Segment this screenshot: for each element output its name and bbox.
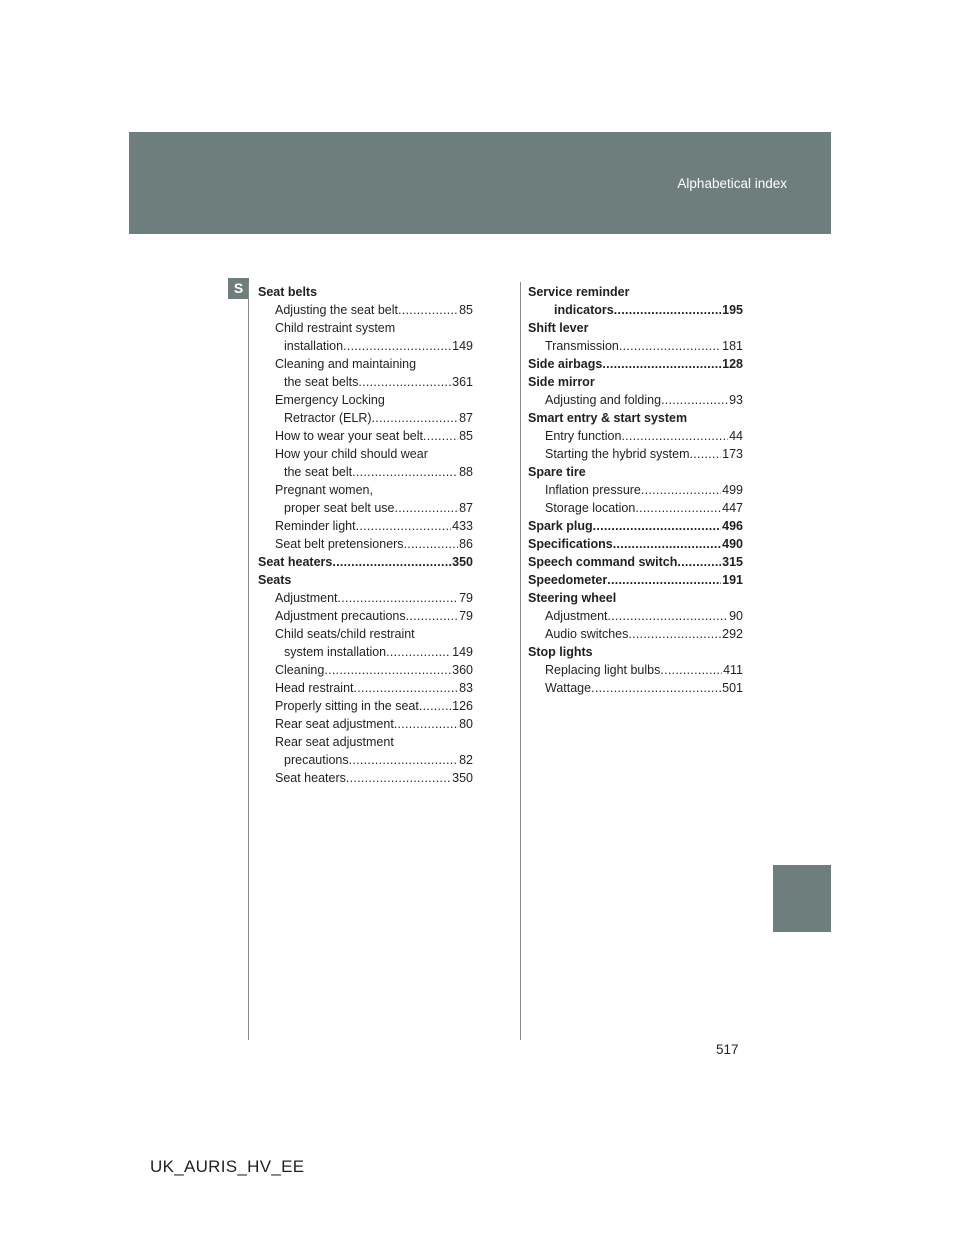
entry-text: Reminder light [275, 519, 356, 533]
dot-leader [395, 499, 459, 517]
dot-leader [404, 535, 459, 553]
entry-text: Smart entry & start system [528, 411, 688, 425]
index-entry [528, 337, 743, 355]
dot-leader [660, 661, 722, 679]
dot-leader [608, 607, 729, 625]
index-entry [528, 625, 743, 643]
entry-text: Steering wheel [528, 591, 617, 605]
entry-text: Spare tire [528, 465, 586, 479]
entry-text: How your child should wear [275, 447, 428, 461]
dot-leader [621, 427, 728, 445]
dot-leader [661, 391, 728, 409]
entry-text: installation [284, 339, 344, 353]
dot-leader [394, 715, 458, 733]
index-entry [258, 589, 473, 607]
entry-text: Seat heaters [275, 771, 346, 785]
entry-text: Adjustment precautions [275, 609, 406, 623]
entry-page-number[interactable]: 79 [459, 609, 473, 623]
entry-text: Rear seat adjustment [275, 717, 394, 731]
index-entry [258, 607, 473, 625]
index-entry [258, 463, 473, 481]
entry-text: Side airbags [528, 357, 603, 371]
entry-text: Starting the hybrid system [545, 447, 690, 461]
index-entry [258, 445, 473, 463]
document-code: UK_AURIS_HV_EE [150, 1157, 305, 1176]
entry-page-number[interactable]: 86 [459, 537, 473, 551]
index-entry [258, 427, 473, 445]
entry-page-number[interactable]: 173 [722, 447, 743, 461]
entry-page-number[interactable]: 499 [722, 483, 743, 497]
entry-text: Storage location [545, 501, 636, 515]
dot-leader [423, 427, 458, 445]
entry-page-number[interactable]: 79 [459, 591, 473, 605]
entry-text: Speech command switch [528, 555, 678, 569]
index-entry [258, 769, 473, 787]
entry-text: Properly sitting in the seat [275, 699, 419, 713]
entry-text: Rear seat adjustment [275, 735, 394, 749]
entry-text: Head restraint [275, 681, 354, 695]
dot-leader [386, 643, 451, 661]
entry-text: Cleaning [275, 663, 325, 677]
entry-page-number[interactable]: 87 [459, 411, 473, 425]
entry-text: Adjustment [545, 609, 608, 623]
dot-leader [356, 517, 452, 535]
index-heading [528, 373, 743, 391]
index-heading [528, 571, 743, 589]
index-entry [258, 697, 473, 715]
entry-text: precautions [284, 753, 349, 767]
entry-page-number[interactable]: 350 [452, 555, 473, 569]
entry-page-number[interactable]: 126 [452, 699, 473, 713]
dot-leader [593, 517, 722, 535]
entry-text: Child restraint system [275, 321, 396, 335]
entry-page-number[interactable]: 350 [452, 771, 473, 785]
entry-page-number[interactable]: 501 [722, 681, 743, 695]
index-entry [528, 301, 743, 319]
index-entry [258, 733, 473, 751]
index-letter-tab: S [228, 278, 249, 299]
entry-text: Emergency Locking [275, 393, 385, 407]
index-entry [528, 445, 743, 463]
entry-page-number[interactable]: 90 [729, 609, 743, 623]
entry-page-number[interactable]: 88 [459, 465, 473, 479]
entry-page-number[interactable]: 149 [452, 645, 473, 659]
index-entry [528, 499, 743, 517]
dot-leader [619, 337, 721, 355]
entry-text: Pregnant women, [275, 483, 373, 497]
index-entry [258, 535, 473, 553]
dot-leader [614, 301, 721, 319]
entry-text: Seat belts [258, 285, 318, 299]
dot-leader [635, 499, 721, 517]
index-entry [528, 427, 743, 445]
entry-page-number[interactable]: 191 [722, 573, 743, 587]
entry-page-number[interactable]: 93 [729, 393, 743, 407]
index-heading [528, 283, 743, 301]
page-number: 517 [716, 1042, 739, 1057]
entry-page-number[interactable]: 433 [452, 519, 473, 533]
entry-text: Spark plug [528, 519, 593, 533]
entry-page-number[interactable]: 85 [459, 303, 473, 317]
index-heading [258, 571, 473, 589]
entry-page-number[interactable]: 360 [452, 663, 473, 677]
entry-text: Seats [258, 573, 292, 587]
index-heading [258, 553, 473, 571]
index-entry [258, 517, 473, 535]
entry-page-number[interactable]: 87 [459, 501, 473, 515]
dot-leader [354, 679, 459, 697]
index-heading [528, 463, 743, 481]
index-entry [258, 751, 473, 769]
entry-page-number[interactable]: 181 [722, 339, 743, 353]
header-band [129, 132, 831, 234]
dot-leader [591, 679, 721, 697]
entry-text: Seat belt pretensioners [275, 537, 404, 551]
entry-text: system installation [284, 645, 387, 659]
index-entry [258, 355, 473, 373]
dot-leader [613, 535, 721, 553]
dot-leader [690, 445, 722, 463]
index-heading [528, 319, 743, 337]
entry-text: Seat heaters [258, 555, 333, 569]
entry-text: Child seats/child restraint [275, 627, 415, 641]
index-entry [258, 715, 473, 733]
index-entry [258, 301, 473, 319]
index-column-right [528, 283, 743, 697]
index-entry [528, 391, 743, 409]
entry-page-number[interactable]: 447 [722, 501, 743, 515]
index-entry [258, 661, 473, 679]
index-entry [258, 319, 473, 337]
dot-leader [602, 355, 721, 373]
entry-page-number[interactable]: 195 [722, 303, 743, 317]
dot-leader [343, 337, 451, 355]
entry-text: Retractor (ELR) [284, 411, 372, 425]
entry-page-number[interactable]: 85 [459, 429, 473, 443]
dot-leader [406, 607, 458, 625]
dot-leader [332, 553, 451, 571]
entry-page-number[interactable]: 292 [722, 627, 743, 641]
dot-leader [419, 697, 451, 715]
thumb-index-tab [773, 865, 831, 932]
entry-page-number[interactable]: 83 [459, 681, 473, 695]
dot-leader [372, 409, 459, 427]
index-heading [528, 355, 743, 373]
entry-text: How to wear your seat belt [275, 429, 423, 443]
entry-text: the seat belts [284, 375, 359, 389]
entry-text: Stop lights [528, 645, 593, 659]
entry-text: Replacing light bulbs [545, 663, 661, 677]
section-title: Alphabetical index [677, 176, 787, 191]
entry-page-number[interactable]: 128 [722, 357, 743, 371]
entry-page-number[interactable]: 496 [722, 519, 743, 533]
entry-page-number[interactable]: 490 [722, 537, 743, 551]
entry-page-number[interactable]: 315 [722, 555, 743, 569]
entry-text: proper seat belt use [284, 501, 395, 515]
left-column-rule [248, 282, 249, 1040]
index-heading [528, 517, 743, 535]
entry-text: Shift lever [528, 321, 589, 335]
index-entry [258, 337, 473, 355]
index-entry [258, 373, 473, 391]
dot-leader [677, 553, 721, 571]
entry-page-number[interactable]: 80 [459, 717, 473, 731]
entry-page-number[interactable]: 82 [459, 753, 473, 767]
entry-text: Adjustment [275, 591, 338, 605]
entry-page-number[interactable]: 44 [729, 429, 743, 443]
index-entry [258, 409, 473, 427]
index-entry [258, 625, 473, 643]
index-entry [258, 391, 473, 409]
index-heading [528, 643, 743, 661]
dot-leader [641, 481, 721, 499]
dot-leader [352, 463, 458, 481]
dot-leader [338, 589, 459, 607]
entry-text: Transmission [545, 339, 619, 353]
index-entry [258, 499, 473, 517]
index-heading [528, 535, 743, 553]
entry-page-number[interactable]: 411 [723, 663, 743, 677]
index-column-left [258, 283, 473, 787]
entry-text: indicators [554, 303, 614, 317]
middle-column-rule [520, 282, 521, 1040]
dot-leader [346, 769, 451, 787]
index-entry [528, 679, 743, 697]
entry-text: Adjusting the seat belt [275, 303, 398, 317]
index-entry [528, 661, 743, 679]
index-heading [528, 553, 743, 571]
index-entry [258, 679, 473, 697]
entry-text: Service reminder [528, 285, 630, 299]
index-entry [258, 481, 473, 499]
entry-text: the seat belt [284, 465, 353, 479]
entry-text: Audio switches [545, 627, 629, 641]
entry-text: Wattage [545, 681, 592, 695]
dot-leader [358, 373, 451, 391]
dot-leader [607, 571, 721, 589]
entry-text: Speedometer [528, 573, 608, 587]
dot-leader [398, 301, 458, 319]
entry-text: Entry function [545, 429, 622, 443]
index-entry [258, 643, 473, 661]
entry-text: Inflation pressure [545, 483, 641, 497]
dot-leader [324, 661, 451, 679]
dot-leader [349, 751, 458, 769]
index-heading [528, 589, 743, 607]
entry-page-number[interactable]: 361 [452, 375, 473, 389]
entry-page-number[interactable]: 149 [452, 339, 473, 353]
entry-text: Side mirror [528, 375, 595, 389]
index-entry [528, 607, 743, 625]
index-heading [528, 409, 743, 427]
entry-text: Specifications [528, 537, 613, 551]
index-heading [258, 283, 473, 301]
entry-text: Adjusting and folding [545, 393, 662, 407]
dot-leader [628, 625, 721, 643]
index-entry [528, 481, 743, 499]
entry-text: Cleaning and maintaining [275, 357, 417, 371]
